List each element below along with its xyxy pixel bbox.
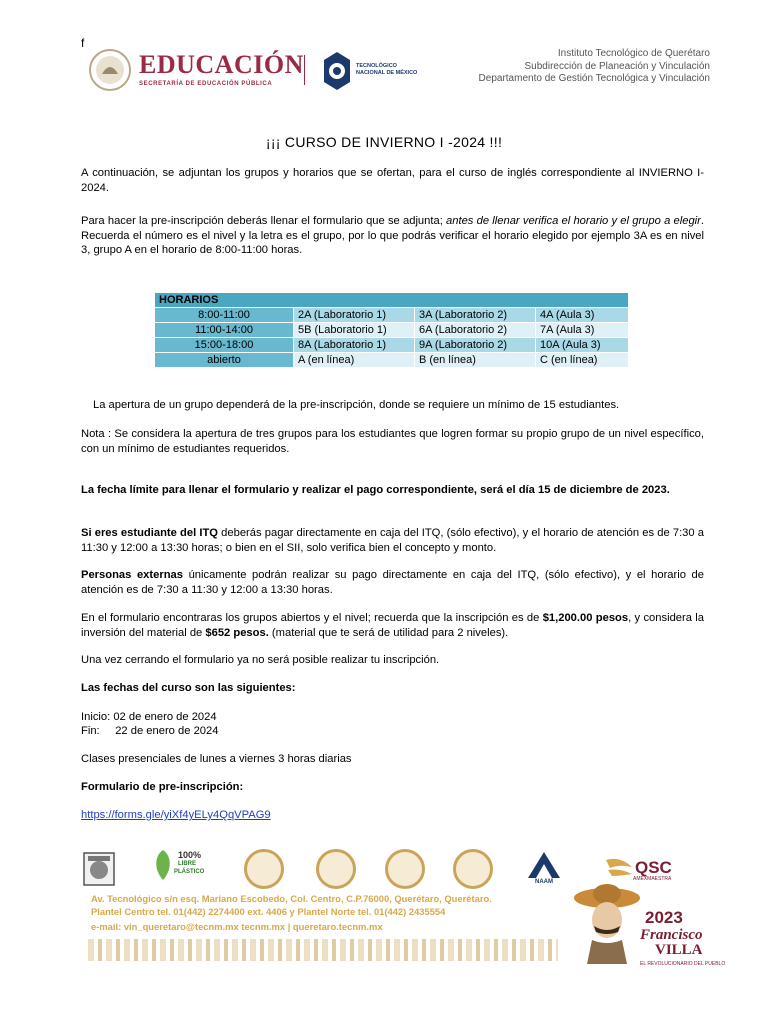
schedule-cell: 5B (Laboratorio 1) [294, 323, 415, 338]
start-date: Inicio: 02 de enero de 2024 [81, 711, 217, 723]
schedule-time: abierto [155, 353, 294, 368]
nota-paragraph: Nota : Se considera la apertura de tres grupos para los estudiantes que logren formar su propio grupo de un nivel específico, con un mínimo de estudiantes requeridos. [81, 428, 704, 455]
education-subtitle: SECRETARÍA DE EDUCACIÓN PÚBLICA [139, 81, 273, 87]
table-row [155, 308, 629, 323]
footer-decorative-pattern [88, 939, 558, 961]
deadline-text: La fecha límite para llenar el formulario y realizar el pago correspondiente, será el día 15 de diciembre de 2023. [81, 484, 670, 496]
classes-info: Clases presenciales de lunes a viernes 3 horas diarias [81, 753, 352, 765]
cost-text-c: , y considera la inversión del material de [81, 612, 705, 639]
cost-text-a: En el formulario encontraras los grupos abiertos y el nivel; recuerda que la inscripción es de [81, 612, 543, 624]
table-row [155, 323, 629, 338]
table-row [155, 338, 629, 353]
closing-paragraph: Una vez cerrando el formulario ya no será posible realizar tu inscripción. [81, 654, 440, 666]
cost-material: $652 pesos. [205, 626, 269, 639]
opening-note: La apertura de un grupo dependerá de la pre-inscripción, donde se requiere un mínimo de 15 estudiantes. [93, 399, 620, 411]
itq-paragraph [81, 526, 704, 555]
table-row [155, 353, 629, 368]
schedule-cell: 4A (Aula 3) [536, 308, 629, 323]
certification-seal-icon [453, 849, 493, 889]
villa-tagline: EL REVOLUCIONARIO DEL PUEBLO [640, 961, 726, 967]
tecnm-name [356, 63, 417, 77]
certification-seal-icon [385, 849, 425, 889]
schedule-time: 8:00-11:00 [155, 308, 294, 323]
externas-bold: Personas externas [81, 569, 183, 581]
footer-email: e-mail: vin_queretaro@tecnm.mx tecnm.mx | queretaro.tecnm.mx [91, 921, 383, 932]
dates-heading [81, 681, 704, 696]
cost-text-e: (material que te será de utilidad para 2 niveles). [268, 626, 509, 639]
schedule-cell: A (en línea) [294, 353, 415, 368]
instructions-text-c: . Recuerda el número es el nivel y la letra es el grupo, por lo que podrás verificar el horario elegido por ejemplo 3A es en nivel 3, grupo A en el horario de 8:00-11:00 horas. [81, 215, 704, 256]
certification-seal-icon [244, 849, 284, 889]
certification-seal-icon [316, 849, 356, 889]
villa-last-name: VILLA [655, 942, 703, 958]
mexico-seal-icon [88, 48, 132, 92]
intro-paragraph: A continuación, se adjuntan los grupos y horarios que se ofertan, para el curso de inglés correspondiente al INVIERNO I-2024. [81, 167, 704, 194]
qsc-wings-icon [604, 854, 634, 880]
schedule-time: 11:00-14:00 [155, 323, 294, 338]
cost-paragraph [81, 611, 704, 640]
institution-block [479, 48, 710, 86]
institution-subdirection: Subdirección de Planeación y Vinculación [524, 60, 710, 72]
form-heading-text: Formulario de pre-inscripción: [81, 781, 244, 793]
schedule-cell: B (en línea) [415, 353, 536, 368]
schedule-header-row [155, 293, 629, 308]
schedule-cell: C (en línea) [536, 353, 629, 368]
qsc-logo: QSC [635, 858, 672, 877]
form-heading [81, 780, 704, 795]
badge-100: 100% [178, 850, 202, 860]
itq-bold: Si eres estudiante del ITQ [81, 527, 218, 539]
villa-first-name: Francisco [640, 927, 703, 943]
villa-year: 2023 [645, 908, 683, 927]
tecnm-line-1: TECNOLÓGICO [356, 63, 397, 69]
instructions-italic: antes de llenar verifica el horario y el grupo a elegir [446, 215, 701, 227]
page-title: ¡¡¡ CURSO DE INVIERNO I -2024 !!! [265, 134, 503, 150]
header-divider [304, 55, 305, 85]
badge-libre: LIBRE [178, 861, 196, 867]
qsc-subtitle: AMEXMAESTRA [633, 876, 672, 882]
villa-portrait-icon [572, 880, 642, 964]
externas-paragraph [81, 568, 704, 597]
naam-label: NAAM [535, 879, 553, 885]
schedule-table [154, 292, 629, 368]
end-date: Fin: 22 de enero de 2024 [81, 725, 219, 737]
schedule-cell: 10A (Aula 3) [536, 338, 629, 353]
form-link[interactable]: https://forms.gle/yiXf4yELy4QqVPAG9 [81, 809, 271, 821]
institution-name: Instituto Tecnológico de Querétaro [557, 48, 710, 59]
cost-inscription: $1,200.00 pesos [542, 612, 629, 624]
schedule-cell: 7A (Aula 3) [536, 323, 629, 338]
externas-text: únicamente podrán realizar su pago directamente en caja del ITQ, (sólo efectivo), y el horario de atención es de 7:30 a 11:30 y 12:00 a 13:30 horas. [81, 569, 704, 596]
institute-crest-icon [82, 851, 116, 887]
schedule-cell: 8A (Laboratorio 1) [294, 338, 415, 353]
itq-text: deberás pagar directamente en caja del ITQ, (sólo efectivo), y el horario de atención es de 7:30 a 11:30 y 12:00 a 13:30 horas; o bien en el SII, solo verifica bien el concepto y monto. [81, 527, 705, 554]
instructions-paragraph [81, 214, 704, 258]
plastic-free-badge [150, 846, 206, 884]
footer-address: Av. Tecnológico s/n esq. Mariano Escobedo, Col. Centro, C.P.76000, Querétaro, Querétaro. [91, 893, 492, 904]
footer-phones: Plantel Centro tel. 01(442) 2274400 ext. 4406 y Plantel Norte tel. 01(442) 2435554 [91, 906, 446, 917]
tecnm-line-2: NACIONAL DE MÉXICO [356, 70, 418, 76]
stray-character: f [81, 36, 85, 50]
badge-plastico: PLÁSTICO [174, 869, 205, 875]
dates-heading-text: Las fechas del curso son las siguientes: [81, 682, 296, 694]
tecnm-logo-icon [320, 50, 354, 92]
deadline-paragraph [81, 483, 704, 498]
leaf-icon [150, 846, 176, 884]
schedule-cell: 2A (Laboratorio 1) [294, 308, 415, 323]
schedule-cell: 6A (Laboratorio 2) [415, 323, 536, 338]
instructions-text-a: Para hacer la pre-inscripción deberás llenar el formulario que se adjunta; [81, 215, 447, 227]
schedule-header: HORARIOS [155, 293, 629, 308]
schedule-cell: 9A (Laboratorio 2) [415, 338, 536, 353]
naam-logo-icon [526, 850, 562, 880]
education-brand: EDUCACIÓN [139, 50, 304, 79]
institution-department: Departamento de Gestión Tecnológica y Vinculación [478, 73, 710, 84]
schedule-time: 15:00-18:00 [155, 338, 294, 353]
schedule-cell: 3A (Laboratorio 2) [415, 308, 536, 323]
